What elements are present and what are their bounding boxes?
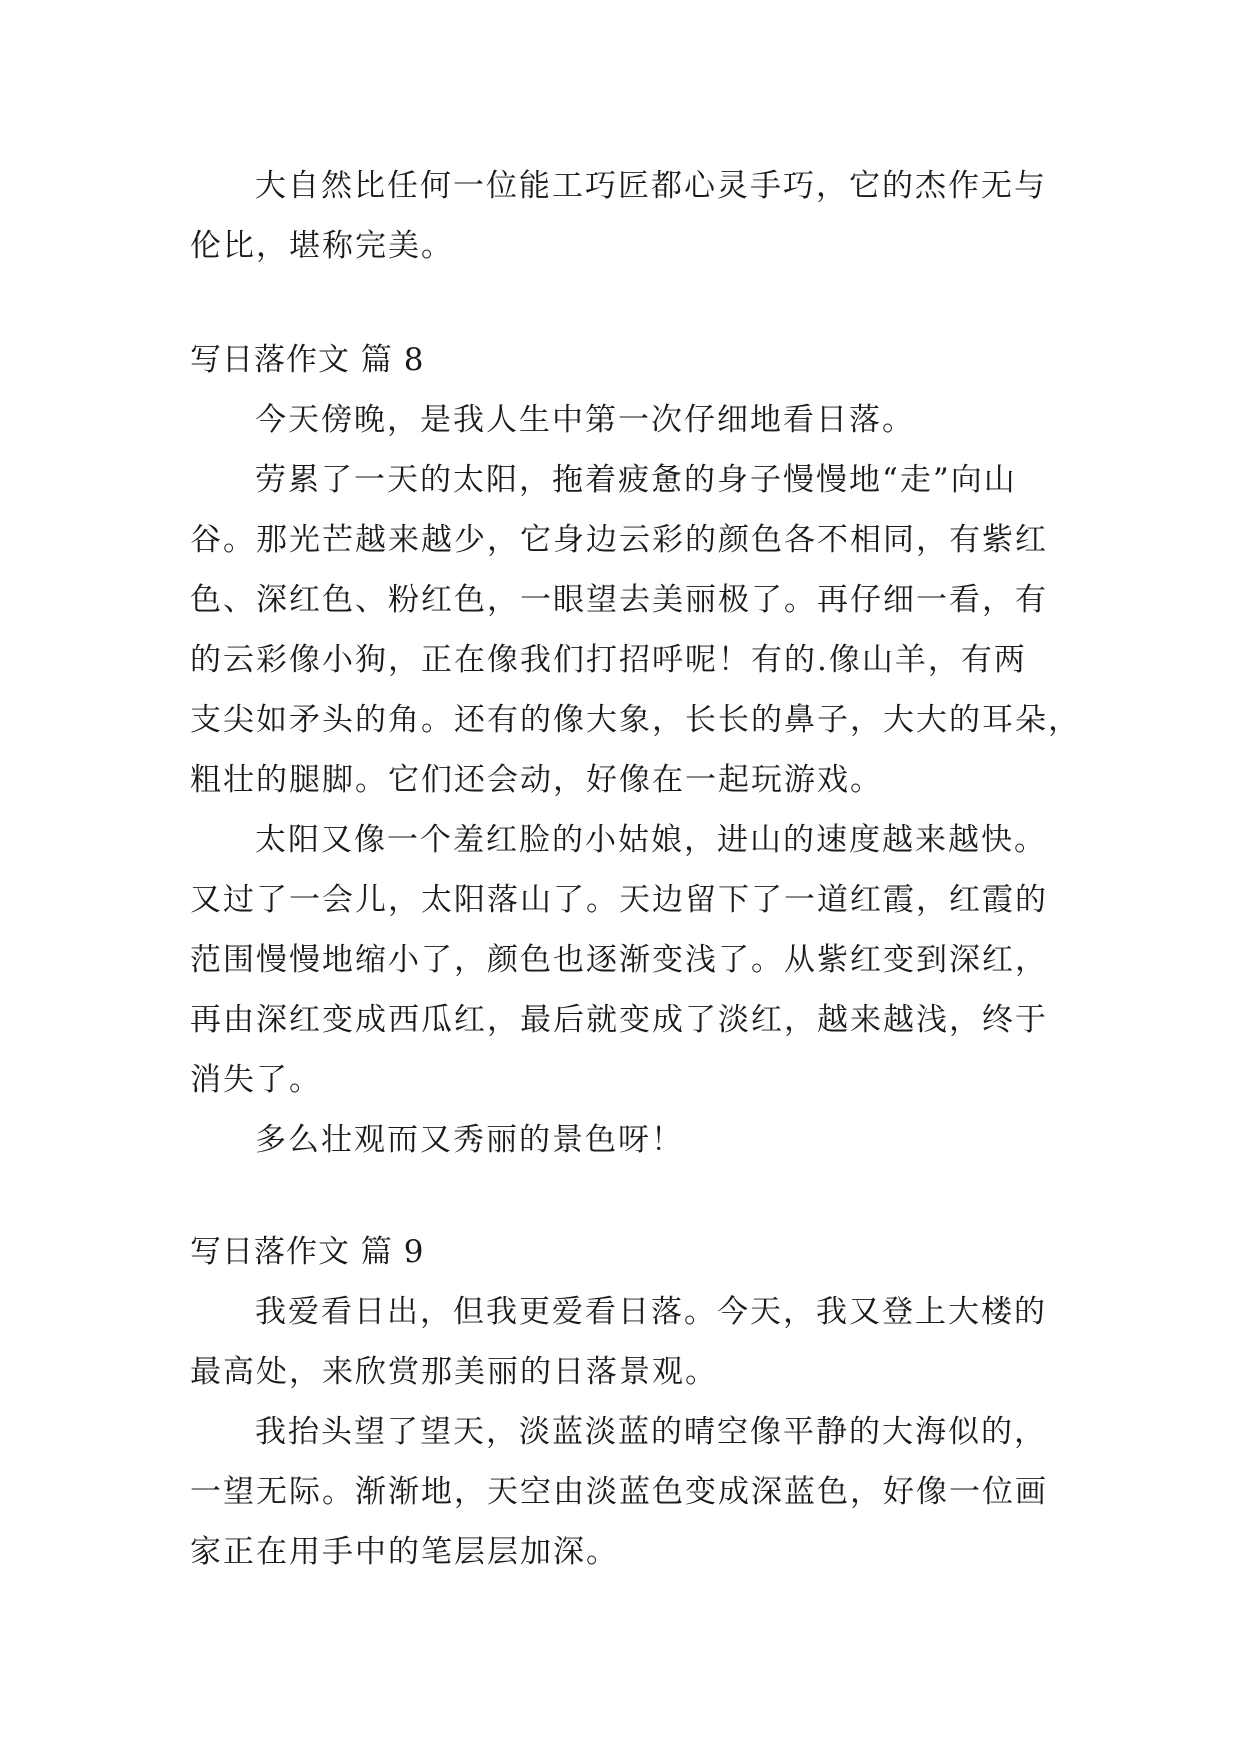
paragraph-line: 我爱看日出，但我更爱看日落。今天，我又登上大楼的	[255, 1294, 1047, 1330]
section-heading: 写日落作文 篇 9	[190, 1234, 425, 1270]
paragraph-line: 太阳又像一个羞红脸的小姑娘，进山的速度越来越快。	[255, 822, 1047, 858]
paragraph-line: 范围慢慢地缩小了，颜色也逐渐变浅了。从紫红变到深红，	[190, 942, 1048, 978]
paragraph-line: 多么壮观而又秀丽的景色呀！	[255, 1122, 684, 1158]
paragraph-line: 最高处，来欣赏那美丽的日落景观。	[190, 1354, 718, 1390]
paragraph-line: 又过了一会儿，太阳落山了。天边留下了一道红霞，红霞的	[190, 882, 1048, 918]
paragraph-line: 支尖如矛头的角。还有的像大象，长长的鼻子，大大的耳朵，	[190, 702, 1081, 738]
paragraph-line: 劳累了一天的太阳，拖着疲惫的身子慢慢地“走”向山	[255, 462, 1017, 498]
paragraph-line: 一望无际。渐渐地，天空由淡蓝色变成深蓝色，好像一位画	[190, 1474, 1048, 1510]
paragraph-line: 色、深红色、粉红色，一眼望去美丽极了。再仔细一看，有	[190, 582, 1048, 618]
paragraph-line: 的云彩像小狗，正在像我们打招呼呢！有的.像山羊，有两	[190, 642, 1027, 678]
paragraph-line: 粗壮的腿脚。它们还会动，好像在一起玩游戏。	[190, 762, 883, 798]
paragraph-line: 谷。那光芒越来越少，它身边云彩的颜色各不相同，有紫红	[190, 522, 1048, 558]
paragraph-line: 消失了。	[190, 1062, 322, 1098]
paragraph-line: 家正在用手中的笔层层加深。	[190, 1534, 619, 1570]
paragraph-line: 我抬头望了望天，淡蓝淡蓝的晴空像平静的大海似的，	[255, 1414, 1047, 1450]
paragraph-line: 伦比，堪称完美。	[190, 228, 454, 264]
paragraph-line: 今天傍晚，是我人生中第一次仔细地看日落。	[255, 402, 915, 438]
paragraph-line: 大自然比任何一位能工巧匠都心灵手巧，它的杰作无与	[255, 168, 1047, 204]
section-heading: 写日落作文 篇 8	[190, 342, 425, 378]
paragraph-line: 再由深红变成西瓜红，最后就变成了淡红，越来越浅，终于	[190, 1002, 1048, 1038]
